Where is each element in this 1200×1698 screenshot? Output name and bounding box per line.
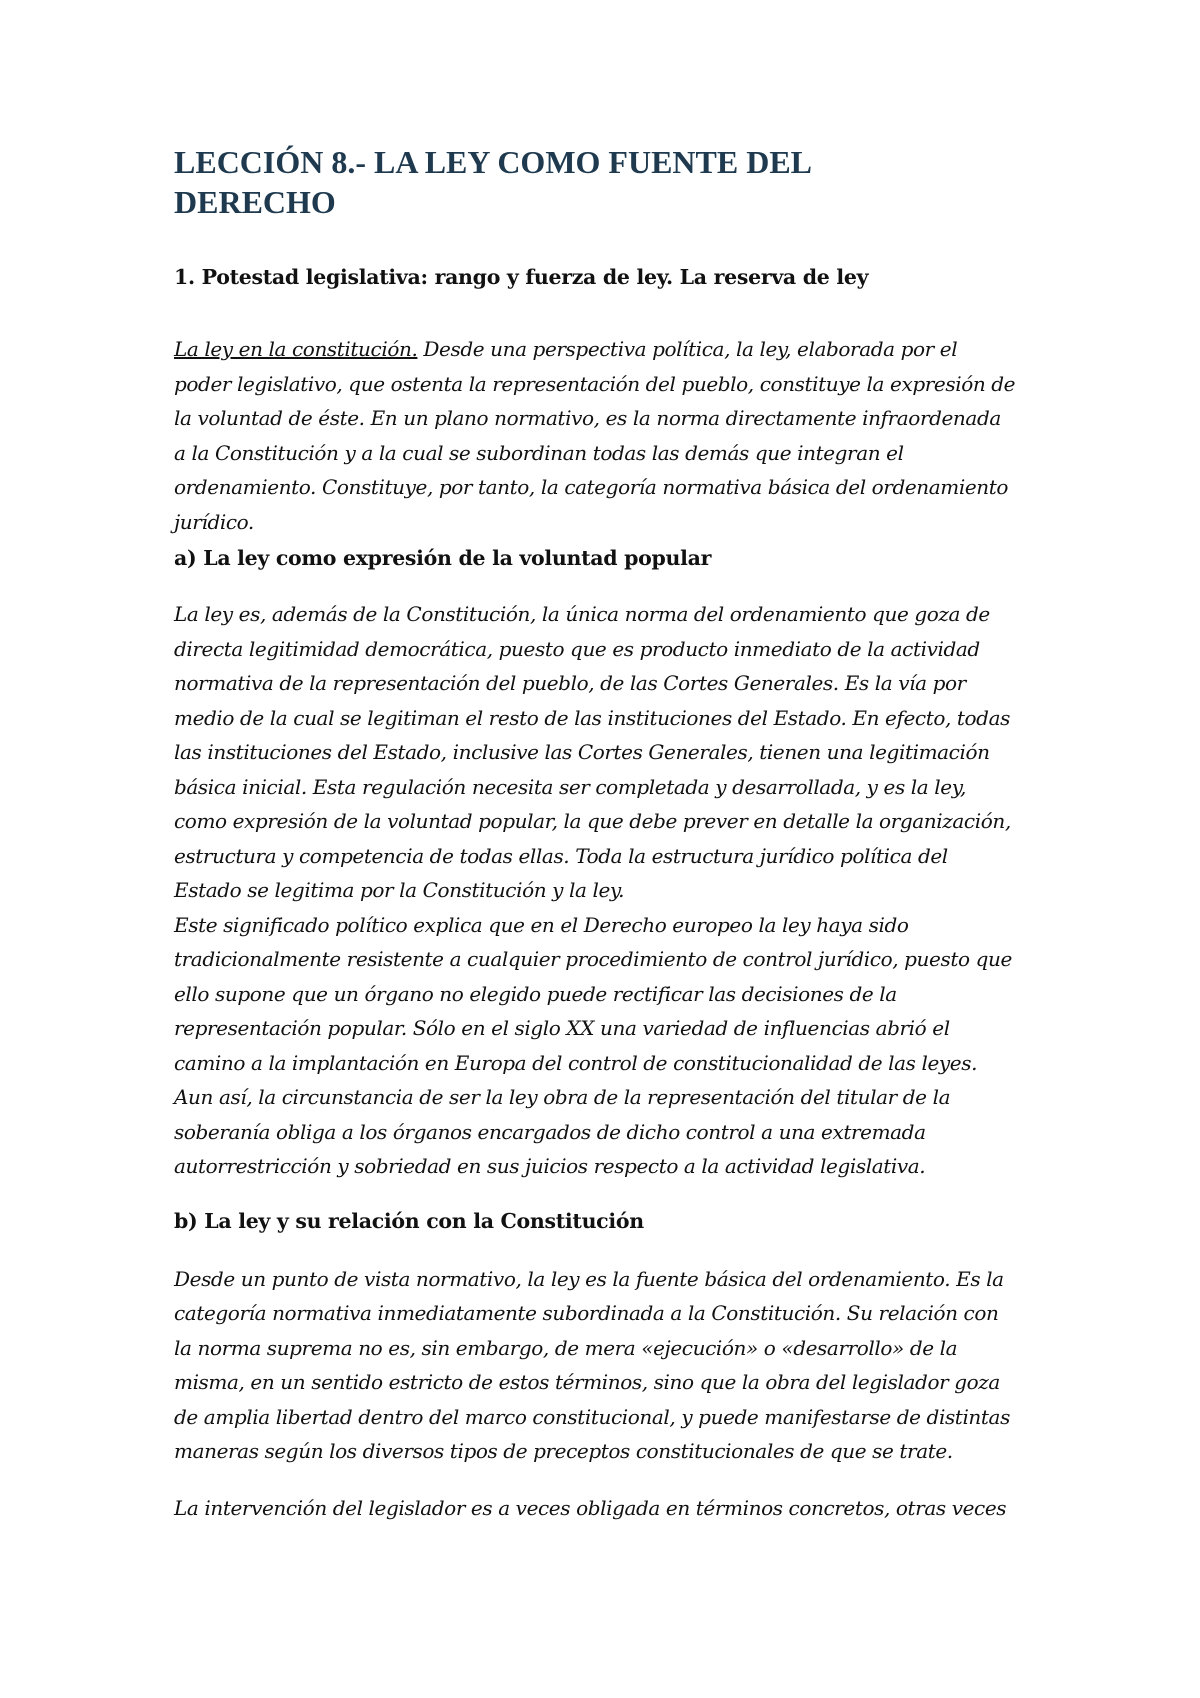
text-fragment: Desde una perspectiva política, la ley, elaborada por el [417, 337, 958, 361]
text-line: representación popular. Sólo en el siglo XX una variedad de influencias abrió el [174, 1016, 950, 1040]
text-line: básica inicial. Esta regulación necesita ser completada y desarrollada, y es la ley, [174, 774, 966, 799]
text-line: estructura y competencia de todas ellas. Toda la estructura jurídico política del [174, 843, 948, 868]
section-1-heading: 1. Potestad legislativa: rango y fuerza de ley. La reserva de ley [174, 265, 869, 289]
text-line [174, 332, 1054, 367]
intro-paragraph [174, 332, 1054, 539]
text-line: camino a la implantación en Europa del control de constitucionalidad de las leyes. [174, 1050, 978, 1075]
text-line: la norma suprema no es, sin embargo, de mera «ejecución» o «desarrollo» de la [174, 1335, 958, 1360]
text-line: las instituciones del Estado, inclusive las Cortes Generales, tienen una legitimación [174, 740, 990, 764]
text-line: categoría normativa inmediatamente subordinada a la Constitución. Su relación con [174, 1301, 999, 1325]
underlined-lead: La ley en la constitución. [174, 337, 418, 361]
text-line: normativa de la representación del pueblo, de las Cortes Generales. Es la vía por [174, 671, 966, 695]
text-line: Este significado político explica que en el Derecho europeo la ley haya sido [174, 912, 909, 937]
title-line: DERECHO [174, 184, 336, 220]
document-body [174, 142, 1054, 1525]
title-line: LECCIÓN 8.- LA LEY COMO FUENTE DEL [174, 144, 812, 180]
text-line: ello supone que un órgano no elegido puede rectificar las decisiones de la [174, 981, 897, 1006]
text-line: Aun así, la circunstancia de ser la ley obra de la representación del titular de la [174, 1085, 951, 1109]
text-line: La ley es, además de la Constitución, la única norma del ordenamiento que goza de [174, 602, 990, 626]
text-line: autorrestricción y sobriedad en sus juicios respecto a la actividad legislativa. [174, 1154, 926, 1178]
text-line: misma, en un sentido estricto de estos términos, sino que la obra del legislador goza [174, 1370, 1000, 1394]
text-line: a la Constitución y a la cual se subordinan todas las demás que integran el [174, 440, 904, 465]
subsection-b-heading: b) La ley y su relación con la Constitución [174, 1208, 644, 1233]
text-line: la voluntad de éste. En un plano normativo, es la norma directamente infraordenada [174, 406, 1001, 430]
text-line: La intervención del legislador es a veces obligada en términos concretos, otras veces [174, 1495, 1007, 1520]
text-line: soberanía obliga a los órganos encargados de dicho control a una extremada [174, 1119, 926, 1144]
text-line: directa legitimidad democrática, puesto que es producto inmediato de la actividad [174, 636, 980, 661]
text-line: tradicionalmente resistente a cualquier procedimiento de control jurídico, puesto que [174, 947, 1012, 971]
text-line: jurídico. [174, 509, 254, 534]
subsection-a-paragraph-2 [174, 908, 1054, 1184]
lesson-title [174, 142, 1054, 222]
text-line: como expresión de la voluntad popular, la que debe prever en detalle la organización, [174, 809, 1011, 833]
text-line: Estado se legitima por la Constitución y la ley. [174, 878, 625, 902]
subsection-a-paragraph-1 [174, 597, 1054, 908]
text-line: de amplia libertad dentro del marco constitucional, y puede manifestarse de distintas [174, 1404, 1010, 1429]
text-line: ordenamiento. Constituye, por tanto, la categoría normativa básica del ordenamiento [174, 475, 1009, 499]
subsection-b-paragraph-2 [174, 1491, 1054, 1526]
subsection-b-paragraph-1 [174, 1262, 1054, 1469]
text-line: poder legislativo, que ostenta la representación del pueblo, constituye la expresión de [174, 371, 1016, 396]
text-line: maneras según los diversos tipos de preceptos constitucionales de que se trate. [174, 1439, 953, 1463]
text-line: medio de la cual se legitiman el resto de las instituciones del Estado. En efecto, todas [174, 705, 1010, 730]
text-line: Desde un punto de vista normativo, la ley es la fuente básica del ordenamiento. Es la [174, 1266, 1004, 1291]
subsection-a-heading: a) La ley como expresión de la voluntad popular [174, 546, 712, 570]
